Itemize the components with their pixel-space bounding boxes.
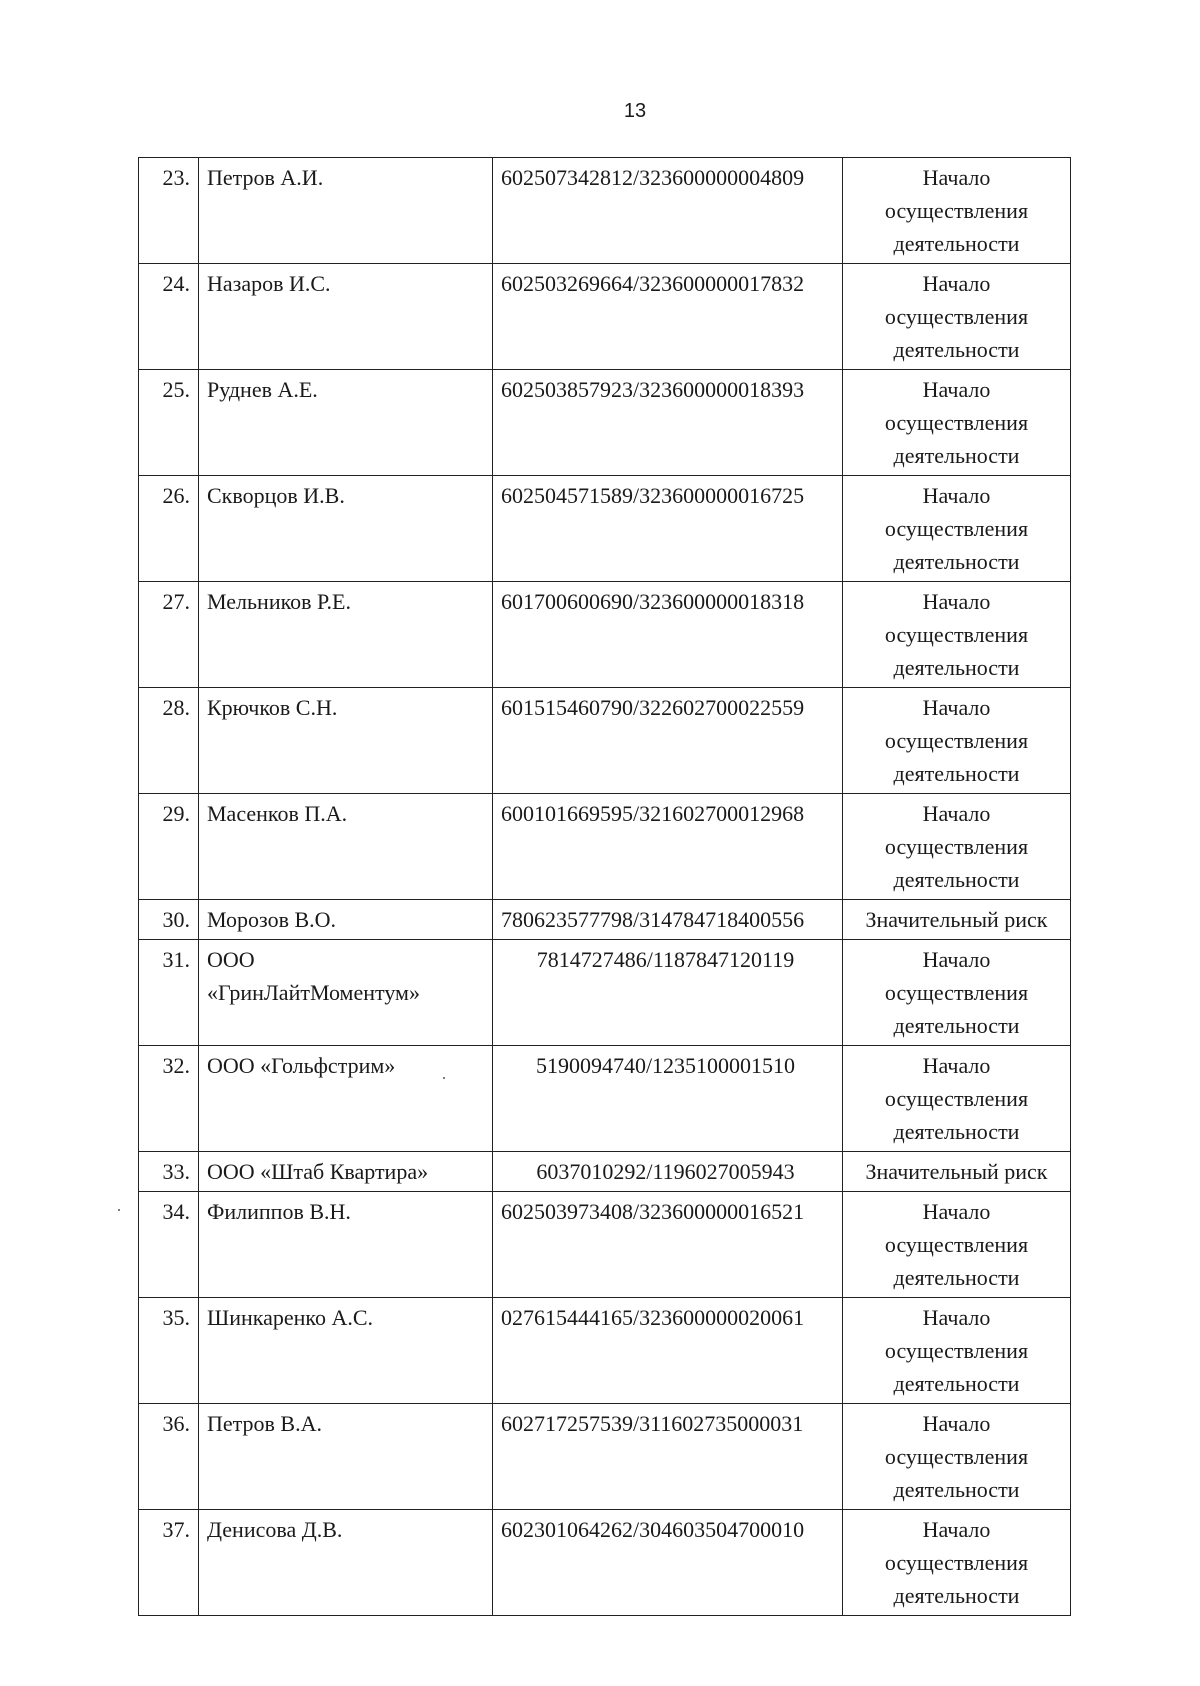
row-number-cell: 33. (139, 1152, 199, 1192)
table-row (139, 582, 1071, 688)
status-cell (843, 582, 1071, 688)
entity-name-cell (199, 940, 493, 1046)
table-row (139, 1152, 1071, 1192)
table-row (139, 794, 1071, 900)
row-number-cell: 29. (139, 794, 199, 900)
inn-ogrn-cell: 600101669595/321602700012968 (493, 794, 843, 900)
table-row (139, 688, 1071, 794)
inn-ogrn-cell: 7814727486/1187847120119 (493, 940, 843, 1046)
entity-name-line: Шинкаренко А.С. (207, 1305, 374, 1330)
status-cell (843, 264, 1071, 370)
status-cell (843, 940, 1071, 1046)
entity-name-cell (199, 1046, 493, 1152)
inn-ogrn-cell: 6037010292/1196027005943 (493, 1152, 843, 1192)
status-line: осуществления (884, 1550, 1029, 1575)
status-line: Начало (922, 483, 991, 508)
entity-name-cell (199, 1510, 493, 1616)
status-line: осуществления (884, 1444, 1029, 1469)
status-cell (843, 900, 1071, 940)
table-row (139, 1298, 1071, 1404)
scan-speck (443, 1077, 445, 1079)
entity-name-cell (199, 794, 493, 900)
status-line: осуществления (884, 1338, 1029, 1363)
status-line: Начало (922, 947, 991, 972)
table-row (139, 158, 1071, 264)
entity-name-line: Назаров И.С. (207, 271, 331, 296)
status-line: осуществления (884, 728, 1029, 753)
status-cell (843, 1510, 1071, 1616)
status-cell (843, 476, 1071, 582)
entity-name-line: ООО «Штаб Квартира» (207, 1159, 429, 1184)
entity-name-line: Морозов В.О. (207, 907, 337, 932)
status-line: осуществления (884, 516, 1029, 541)
inn-ogrn-cell: 602503269664/323600000017832 (493, 264, 843, 370)
registry-table (138, 157, 1071, 1616)
entity-name-line: Филиппов В.Н. (207, 1199, 351, 1224)
scan-speck (118, 1209, 120, 1211)
table-row (139, 1192, 1071, 1298)
status-line: деятельности (893, 231, 1020, 256)
entity-name-cell (199, 900, 493, 940)
table-row (139, 476, 1071, 582)
entity-name-cell (199, 158, 493, 264)
row-number-cell: 30. (139, 900, 199, 940)
table-row (139, 264, 1071, 370)
table-row (139, 370, 1071, 476)
row-number-cell: 34. (139, 1192, 199, 1298)
status-line: деятельности (893, 337, 1020, 362)
status-line: осуществления (884, 198, 1029, 223)
row-number-cell: 37. (139, 1510, 199, 1616)
status-line: Значительный риск (865, 1159, 1048, 1184)
inn-ogrn-cell: 602301064262/304603504700010 (493, 1510, 843, 1616)
inn-ogrn-cell: 601515460790/322602700022559 (493, 688, 843, 794)
row-number-cell: 36. (139, 1404, 199, 1510)
entity-name-line: Руднев А.Е. (207, 377, 318, 402)
status-cell (843, 1046, 1071, 1152)
inn-ogrn-cell: 602507342812/323600000004809 (493, 158, 843, 264)
entity-name-cell (199, 1298, 493, 1404)
status-line: деятельности (893, 1265, 1020, 1290)
status-line: Начало (922, 1517, 991, 1542)
status-line: деятельности (893, 443, 1020, 468)
status-line: осуществления (884, 980, 1029, 1005)
entity-name-cell (199, 582, 493, 688)
inn-ogrn-cell: 5190094740/1235100001510 (493, 1046, 843, 1152)
row-number-cell: 32. (139, 1046, 199, 1152)
entity-name-cell (199, 1192, 493, 1298)
table-row (139, 900, 1071, 940)
entity-name-line: Петров В.А. (207, 1411, 322, 1436)
status-line: деятельности (893, 1371, 1020, 1396)
status-line: Начало (922, 271, 991, 296)
status-line: Начало (922, 801, 991, 826)
row-number-cell: 35. (139, 1298, 199, 1404)
status-line: Начало (922, 1053, 991, 1078)
entity-name-line: Крючков С.Н. (207, 695, 338, 720)
status-line: Начало (922, 377, 991, 402)
registry-table-body (139, 158, 1071, 1616)
status-line: деятельности (893, 1013, 1020, 1038)
row-number-cell: 26. (139, 476, 199, 582)
status-line: Начало (922, 1305, 991, 1330)
page-number: 13 (623, 100, 647, 122)
status-line: Начало (922, 589, 991, 614)
row-number-cell: 23. (139, 158, 199, 264)
status-line: осуществления (884, 1086, 1029, 1111)
status-line: Начало (922, 1411, 991, 1436)
row-number-cell: 27. (139, 582, 199, 688)
status-cell (843, 688, 1071, 794)
status-line: деятельности (893, 549, 1020, 574)
entity-name-cell (199, 1404, 493, 1510)
entity-name-line: Мельников Р.Е. (207, 589, 351, 614)
entity-name-line: ООО «Гольфстрим» (207, 1053, 396, 1078)
status-cell (843, 158, 1071, 264)
status-line: Значительный риск (865, 907, 1048, 932)
status-line: деятельности (893, 867, 1020, 892)
status-line: деятельности (893, 1583, 1020, 1608)
entity-name-cell (199, 476, 493, 582)
status-cell (843, 1298, 1071, 1404)
inn-ogrn-cell: 602504571589/323600000016725 (493, 476, 843, 582)
status-line: Начало (922, 165, 991, 190)
table-row (139, 940, 1071, 1046)
status-cell (843, 794, 1071, 900)
entity-name-line: Петров А.И. (207, 165, 324, 190)
row-number-cell: 28. (139, 688, 199, 794)
status-line: Начало (922, 1199, 991, 1224)
entity-name-cell (199, 1152, 493, 1192)
entity-name-cell (199, 688, 493, 794)
status-cell (843, 1192, 1071, 1298)
status-line: осуществления (884, 1232, 1029, 1257)
status-line: осуществления (884, 304, 1029, 329)
status-line: Начало (922, 695, 991, 720)
entity-name-line: «ГринЛайтМоментум» (207, 980, 420, 1005)
row-number-cell: 25. (139, 370, 199, 476)
inn-ogrn-cell: 602717257539/311602735000031 (493, 1404, 843, 1510)
status-line: деятельности (893, 1477, 1020, 1502)
status-line: деятельности (893, 1119, 1020, 1144)
entity-name-cell (199, 370, 493, 476)
table-row (139, 1404, 1071, 1510)
inn-ogrn-cell: 601700600690/323600000018318 (493, 582, 843, 688)
table-row (139, 1510, 1071, 1616)
status-cell (843, 1404, 1071, 1510)
inn-ogrn-cell: 027615444165/323600000020061 (493, 1298, 843, 1404)
status-line: осуществления (884, 622, 1029, 647)
inn-ogrn-cell: 780623577798/314784718400556 (493, 900, 843, 940)
entity-name-line: ООО (207, 947, 255, 972)
table-row (139, 1046, 1071, 1152)
inn-ogrn-cell: 602503973408/323600000016521 (493, 1192, 843, 1298)
status-line: деятельности (893, 761, 1020, 786)
inn-ogrn-cell: 602503857923/323600000018393 (493, 370, 843, 476)
status-cell (843, 370, 1071, 476)
status-cell (843, 1152, 1071, 1192)
row-number-cell: 24. (139, 264, 199, 370)
status-line: деятельности (893, 655, 1020, 680)
entity-name-cell (199, 264, 493, 370)
row-number-cell: 31. (139, 940, 199, 1046)
entity-name-line: Скворцов И.В. (207, 483, 345, 508)
status-line: осуществления (884, 410, 1029, 435)
entity-name-line: Денисова Д.В. (207, 1517, 343, 1542)
entity-name-line: Масенков П.А. (207, 801, 348, 826)
status-line: осуществления (884, 834, 1029, 859)
